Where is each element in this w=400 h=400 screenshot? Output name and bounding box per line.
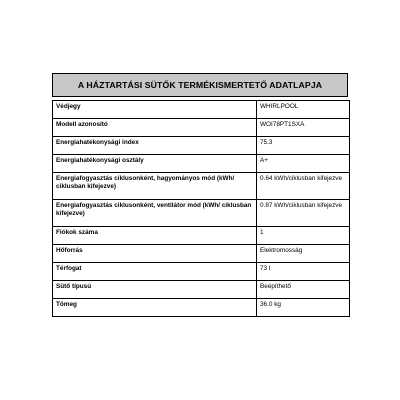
row-value: 0.87 kWh/ciklusban kifejezve xyxy=(257,200,350,227)
row-label: Hőforrás xyxy=(53,245,257,263)
row-label: Védjegy xyxy=(53,101,257,119)
row-value: 73 l xyxy=(257,263,350,281)
row-label: Tömeg xyxy=(53,299,257,317)
table-row-energy-fan xyxy=(53,200,350,227)
table-row-model xyxy=(53,119,350,137)
row-value: 0.64 kWh/ciklusban kifejezve xyxy=(257,173,350,200)
row-label: Modell azonosító xyxy=(53,119,257,137)
row-label: Energiafogyasztás ciklusonként, ventilátor mód (kWh/ ciklusban kifejezve) xyxy=(53,200,257,227)
row-label: Energiahatékonysági index xyxy=(53,137,257,155)
table-row-volume xyxy=(53,263,350,281)
row-value: 1 xyxy=(257,227,350,245)
row-label: Térfogat xyxy=(53,263,257,281)
table-row-cavities xyxy=(53,227,350,245)
sheet-title: A HÁZTARTÁSI SÜTŐK TERMÉKISMERTETŐ ADATLAPJA xyxy=(52,73,348,97)
row-value: Beépíthető xyxy=(257,281,350,299)
table-row-efficiency-index xyxy=(53,137,350,155)
table-row-heat-source xyxy=(53,245,350,263)
product-info-table xyxy=(52,100,350,317)
row-value: Elektromosság xyxy=(257,245,350,263)
table-row-oven-type xyxy=(53,281,350,299)
row-value: 36.0 kg xyxy=(257,299,350,317)
table-row-brand xyxy=(53,101,350,119)
row-label: Energiafogyasztás ciklusonként, hagyományos mód (kWh/ ciklusban kifejezve) xyxy=(53,173,257,200)
row-label: Sütő típusú xyxy=(53,281,257,299)
product-information-sheet xyxy=(52,73,348,317)
row-value: 75.3 xyxy=(257,137,350,155)
table-row-mass xyxy=(53,299,350,317)
table-row-energy-conventional xyxy=(53,173,350,200)
row-value: WOI78PT1SXA xyxy=(257,119,350,137)
row-value: A+ xyxy=(257,155,350,173)
row-value: WHIRLPOOL xyxy=(257,101,350,119)
row-label: Fiókok száma xyxy=(53,227,257,245)
table-row-efficiency-class xyxy=(53,155,350,173)
row-label: Energiahatékonysági osztály xyxy=(53,155,257,173)
